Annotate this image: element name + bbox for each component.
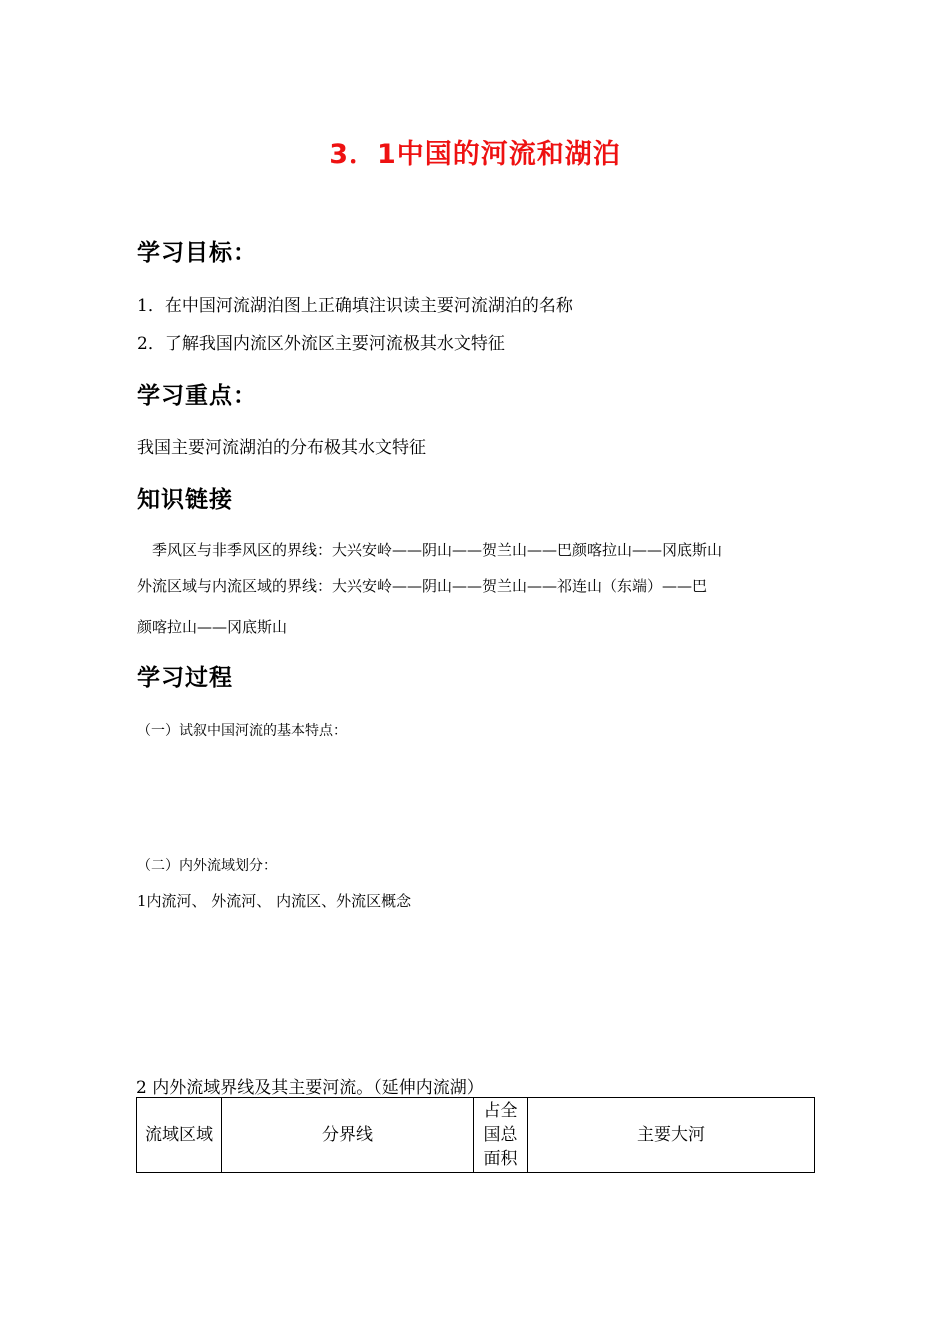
basin-table	[136, 1097, 815, 1173]
process-q2-item-2: 2 内外流域界线及其主要河流。（延伸内流湖）	[136, 1078, 484, 1098]
knowledge-line-1: 季风区与非季风区的界线：大兴安岭——阴山——贺兰山——巴颜喀拉山——冈底斯山	[152, 541, 723, 559]
objectives-heading: 学习目标：	[137, 240, 257, 266]
header-basin-region: 流域区域	[137, 1098, 222, 1173]
header-major-rivers: 主要大河	[528, 1098, 815, 1173]
table-header-row	[137, 1098, 815, 1173]
knowledge-line-3: 颜喀拉山——冈底斯山	[137, 618, 288, 636]
header-boundary-line: 分界线	[222, 1098, 474, 1173]
objective-item-1: 1．在中国河流湖泊图上正确填注识读主要河流湖泊的名称	[137, 296, 573, 316]
process-question-1: （一）试叙中国河流的基本特点：	[137, 723, 347, 739]
process-q2-item-1: 1内流河、 外流河、 内流区、外流区概念	[137, 892, 412, 910]
knowledge-line-2: 外流区域与内流区域的界线：大兴安岭——阴山——贺兰山——祁连山（东端）——巴	[137, 577, 708, 595]
objective-item-2: 2．了解我国内流区外流区主要河流极其水文特征	[137, 334, 505, 354]
process-heading: 学习过程	[137, 665, 233, 691]
header-area-share: 占全国总面积	[474, 1098, 528, 1173]
process-question-2: （二）内外流域划分：	[137, 858, 277, 874]
key-points-text: 我国主要河流湖泊的分布极其水文特征	[137, 438, 426, 458]
knowledge-link-heading: 知识链接	[137, 487, 233, 513]
page-title: 3．1中国的河流和湖泊	[329, 139, 621, 170]
key-points-heading: 学习重点：	[137, 383, 257, 409]
